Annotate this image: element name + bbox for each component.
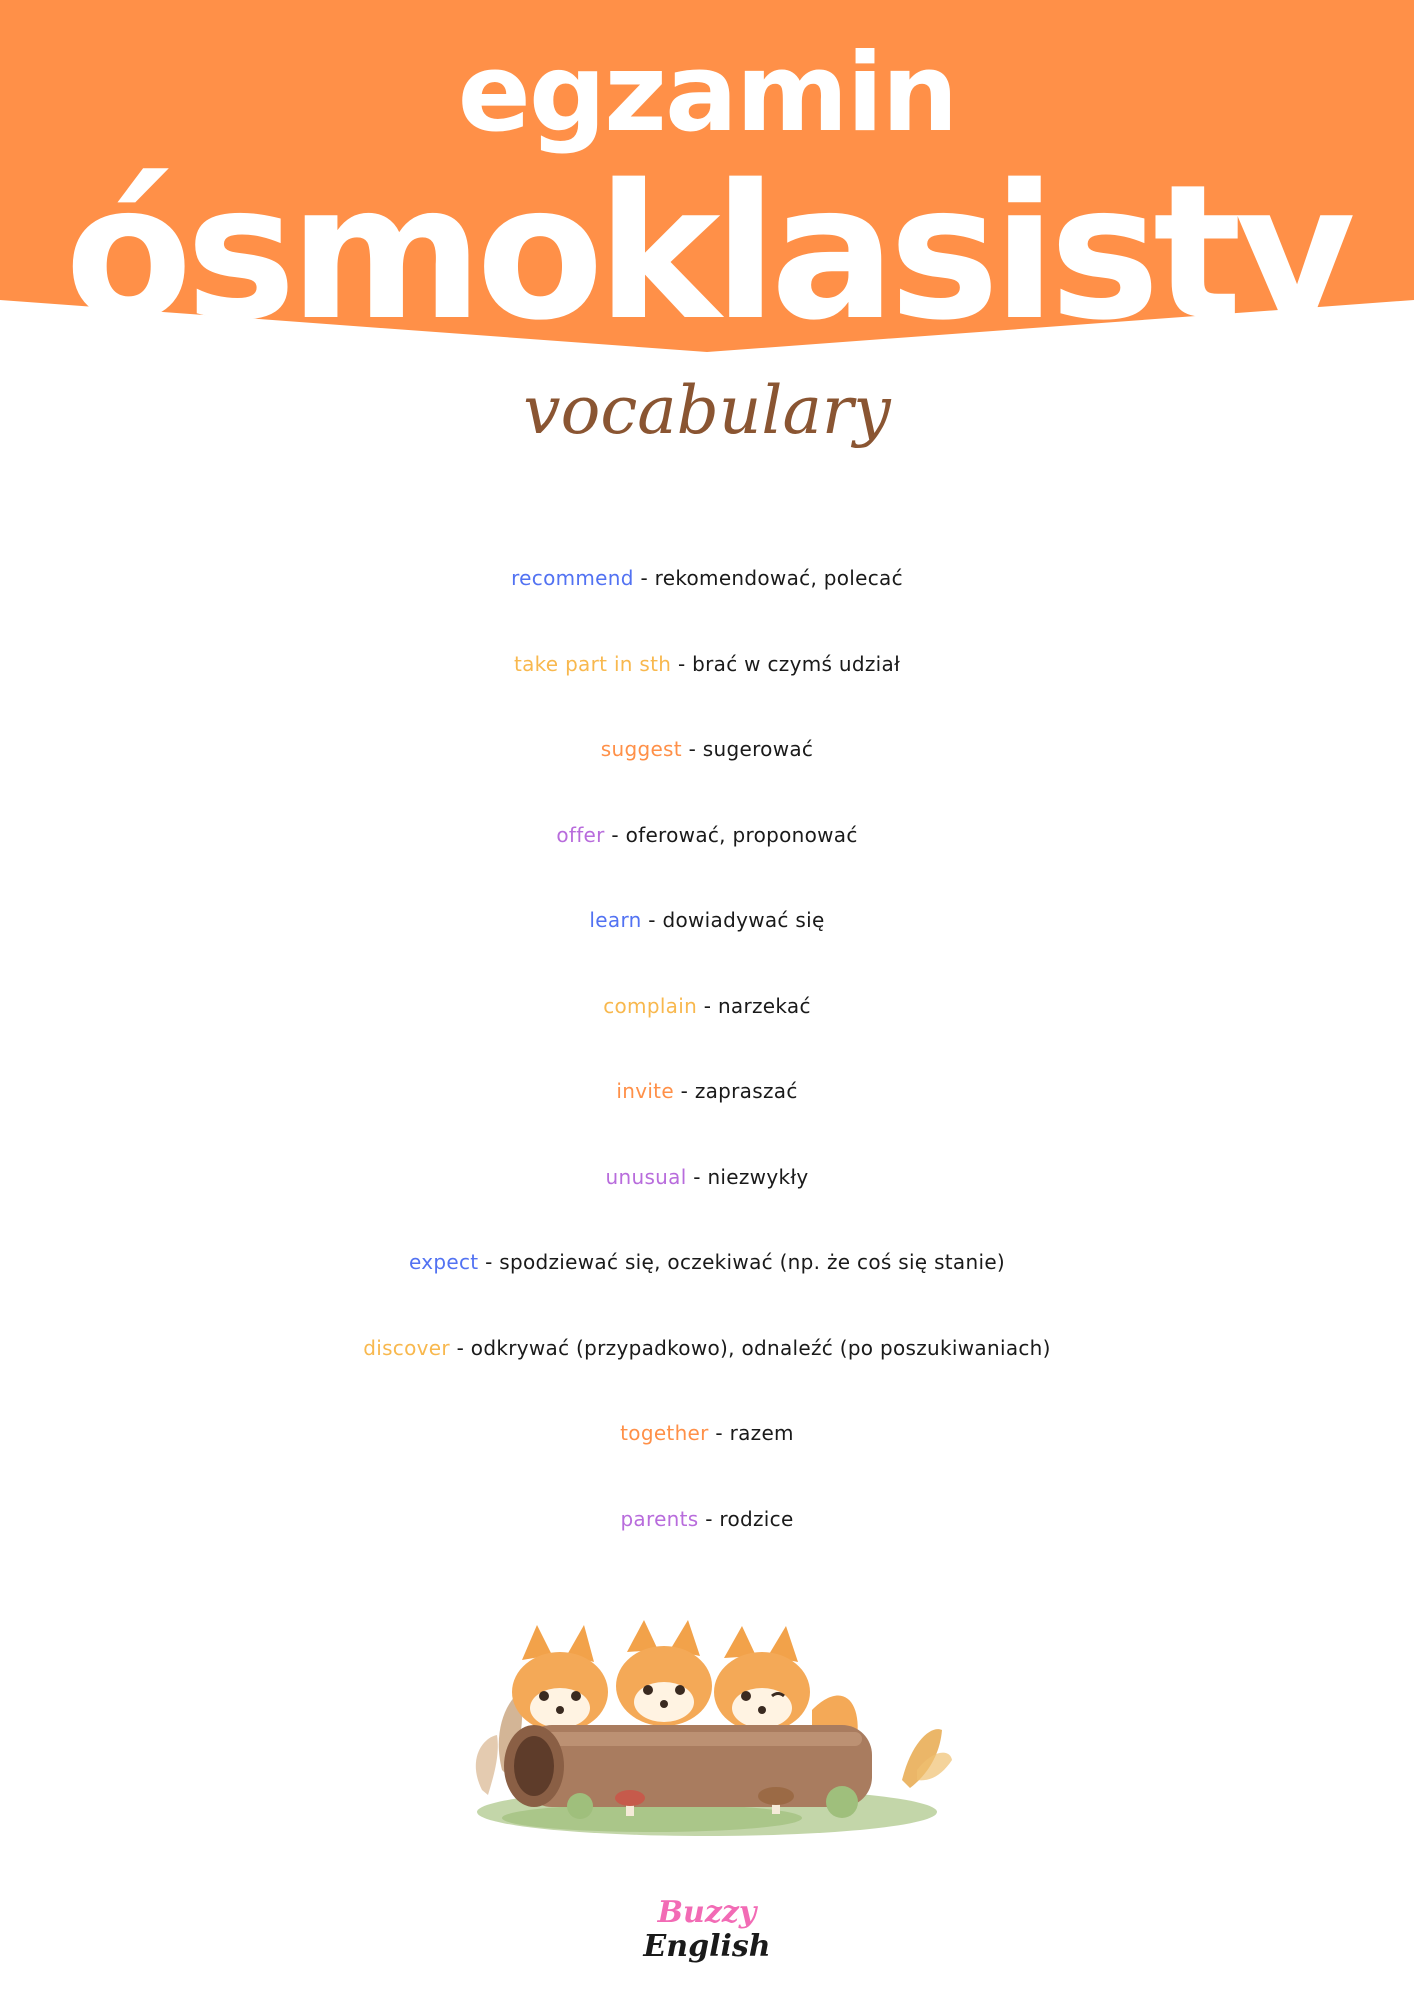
vocab-item bbox=[0, 1315, 1414, 1401]
vocab-polish: brać w czymś udział bbox=[692, 651, 901, 676]
vocab-item bbox=[0, 545, 1414, 631]
vocab-item bbox=[0, 887, 1414, 973]
vocab-item bbox=[0, 1486, 1414, 1572]
vocab-polish: rekomendować, polecać bbox=[654, 566, 903, 590]
vocab-polish: narzekać bbox=[717, 993, 811, 1018]
vocab-polish: rodzice bbox=[719, 1506, 794, 1531]
vocab-separator: - bbox=[611, 822, 619, 847]
vocab-item bbox=[0, 1229, 1414, 1315]
vocab-separator: - bbox=[693, 1164, 701, 1189]
vocab-item bbox=[0, 631, 1414, 717]
vocab-polish: zapraszać bbox=[694, 1079, 798, 1103]
vocab-separator: - bbox=[648, 908, 656, 932]
vocab-polish: sugerować bbox=[702, 737, 814, 761]
vocab-separator: - bbox=[456, 1335, 465, 1360]
vocab-separator: - bbox=[680, 1079, 689, 1103]
vocab-english: recommend bbox=[511, 566, 634, 590]
vocab-item bbox=[0, 1058, 1414, 1144]
vocab-polish: odkrywać (przypadkowo), odnaleźć (po poszukiwaniach) bbox=[470, 1335, 1051, 1360]
vocab-item bbox=[0, 1144, 1414, 1230]
vocab-separator: - bbox=[688, 737, 697, 761]
vocab-english: together bbox=[620, 1421, 709, 1445]
vocab-item bbox=[0, 973, 1414, 1059]
vocab-polish: spodziewać się, oczekiwać (np. że coś się stanie) bbox=[499, 1250, 1006, 1274]
vocab-english: offer bbox=[556, 822, 605, 847]
vocab-item bbox=[0, 1400, 1414, 1486]
vocabulary-list bbox=[0, 545, 1414, 1571]
vocab-english: unusual bbox=[605, 1164, 687, 1189]
vocab-english: invite bbox=[616, 1079, 674, 1103]
vocab-english: suggest bbox=[600, 737, 682, 761]
vocab-english: discover bbox=[363, 1335, 450, 1360]
logo-buzzy: Buzzy bbox=[657, 1895, 757, 1930]
vocab-english: parents bbox=[620, 1506, 699, 1531]
vocab-english: learn bbox=[589, 908, 642, 932]
vocab-polish: niezwykły bbox=[707, 1164, 809, 1189]
vocab-item bbox=[0, 802, 1414, 888]
foxes-on-log-illustration bbox=[462, 1620, 952, 1842]
subtitle: vocabulary bbox=[523, 372, 891, 449]
vocab-separator: - bbox=[703, 993, 712, 1018]
title-line-1: egzamin bbox=[457, 31, 957, 156]
vocab-separator: - bbox=[677, 651, 686, 676]
vocab-separator: - bbox=[640, 566, 648, 590]
vocab-english: complain bbox=[603, 993, 698, 1018]
vocab-item bbox=[0, 716, 1414, 802]
vocab-polish: dowiadywać się bbox=[662, 908, 825, 932]
vocab-polish: razem bbox=[729, 1421, 794, 1445]
vocab-polish: oferować, proponować bbox=[625, 822, 858, 847]
vocab-separator: - bbox=[715, 1421, 723, 1445]
vocab-english: expect bbox=[408, 1250, 479, 1274]
vocab-separator: - bbox=[485, 1250, 493, 1274]
title-line-2: ósmoklasisty bbox=[64, 144, 1350, 361]
logo-english: English bbox=[643, 1929, 771, 1964]
vocab-english: take part in sth bbox=[513, 651, 672, 676]
vocab-separator: - bbox=[705, 1506, 713, 1531]
